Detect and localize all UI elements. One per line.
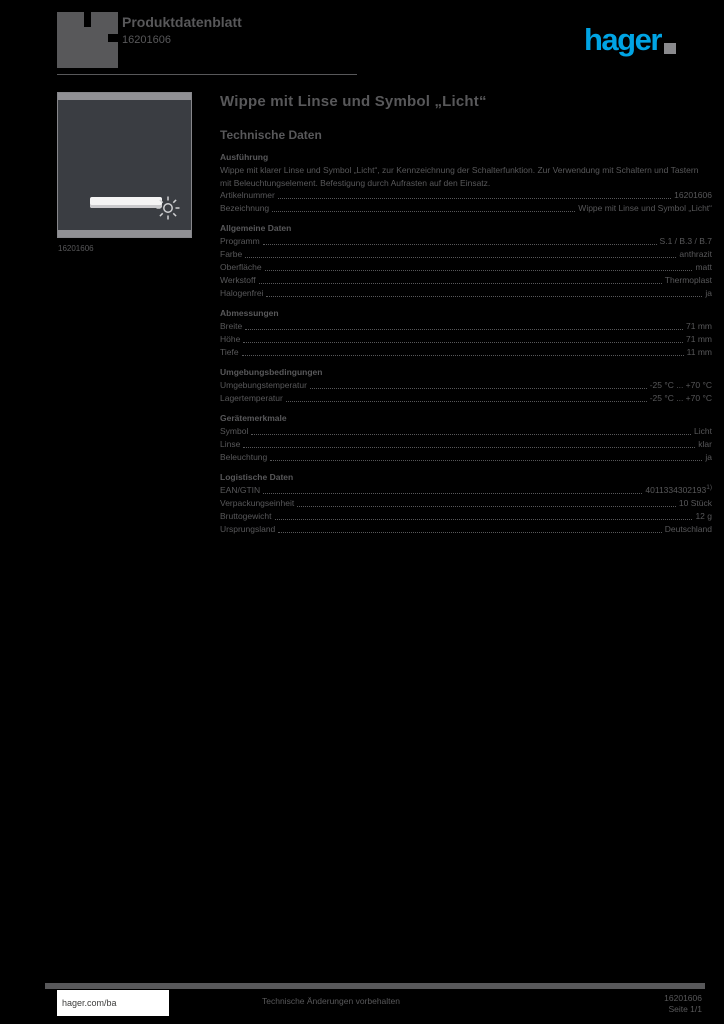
document-type-title: Produktdatenblatt <box>122 14 242 30</box>
spec-value: ja <box>705 288 712 298</box>
document-article-number: 16201606 <box>122 34 171 46</box>
spec-row <box>220 379 712 392</box>
light-symbol-icon <box>155 195 181 221</box>
spec-row <box>220 248 712 261</box>
spec-row <box>220 346 712 359</box>
spec-row <box>220 497 712 510</box>
spec-group-heading: Ausführung <box>220 152 269 162</box>
spec-label: Beleuchtung <box>220 452 268 462</box>
dot-leader <box>266 296 702 297</box>
spec-row <box>220 425 712 438</box>
dot-leader <box>263 244 657 245</box>
footer-article-number: 16201606 <box>664 993 702 1003</box>
spec-row <box>220 392 712 405</box>
footer-page-info <box>600 993 702 1015</box>
dot-leader <box>245 257 676 258</box>
dot-leader <box>275 519 693 520</box>
spec-value: anthrazit <box>679 249 712 259</box>
spec-value: Deutschland <box>664 524 712 534</box>
spec-label: Verpackungseinheit <box>220 498 295 508</box>
spec-value: 12 g <box>695 511 712 521</box>
switch-lens <box>90 197 162 208</box>
spec-value: Wippe mit Linse und Symbol „Licht“ <box>578 203 712 213</box>
spec-label: Symbol <box>220 426 249 436</box>
spec-label: EAN/GTIN <box>220 485 261 495</box>
spec-group-heading: Abmessungen <box>220 308 279 318</box>
dot-leader <box>278 198 671 199</box>
switch-frame-top <box>58 93 191 100</box>
spec-row <box>220 320 712 333</box>
dot-leader <box>265 270 693 271</box>
spec-value: Licht <box>694 426 712 436</box>
dot-leader <box>263 493 642 494</box>
spec-row <box>220 235 712 248</box>
dot-leader <box>245 329 683 330</box>
dot-leader <box>270 460 702 461</box>
dot-leader <box>310 388 647 389</box>
spec-value: klar <box>698 439 712 449</box>
spec-row <box>220 451 712 464</box>
footnote-marker: 1) <box>706 484 712 492</box>
spec-label: Bruttogewicht <box>220 511 272 521</box>
spec-value: -25 °C ... +70 °C <box>649 380 712 390</box>
spec-value: 71 mm <box>686 321 712 331</box>
footer-disclaimer: Technische Änderungen vorbehalten <box>262 996 400 1006</box>
spec-value: matt <box>695 262 712 272</box>
spec-label: Werkstoff <box>220 275 256 285</box>
footer-page-number: Seite 1/1 <box>668 1004 702 1014</box>
spec-group-heading: Gerätemerkmale <box>220 413 287 423</box>
dot-leader <box>243 342 683 343</box>
product-image <box>57 92 192 238</box>
page-title: Wippe mit Linse und Symbol „Licht“ <box>220 93 487 110</box>
switch-frame-bottom <box>58 230 191 237</box>
spec-group-heading: Umgebungsbedingungen <box>220 367 323 377</box>
spec-row <box>220 202 712 215</box>
dot-leader <box>272 211 575 212</box>
spec-value: 10 Stück <box>678 498 712 508</box>
spec-label: Bezeichnung <box>220 203 270 213</box>
dot-leader <box>251 434 691 435</box>
spec-row <box>220 523 712 536</box>
spec-label: Tiefe <box>220 347 239 357</box>
dot-leader <box>297 506 676 507</box>
dot-leader <box>243 447 695 448</box>
header-divider <box>57 74 357 75</box>
spec-label: Oberfläche <box>220 262 262 272</box>
spec-value: 11 mm <box>686 347 712 357</box>
footer-url-link[interactable]: hager.com/ba <box>62 998 117 1008</box>
spec-label: Breite <box>220 321 243 331</box>
spec-label: Ursprungsland <box>220 524 276 534</box>
spec-row <box>220 438 712 451</box>
brand-logo-mark <box>57 12 118 68</box>
spec-value: ja <box>705 452 712 462</box>
brand-logo-notch <box>108 34 118 42</box>
spec-row <box>220 333 712 346</box>
spec-value: S.1 / B.3 / B.7 <box>659 236 712 246</box>
spec-value: 4011334302193$^{1)}$ <box>645 484 712 495</box>
hager-wordmark: hager <box>584 22 661 57</box>
main-content <box>220 92 712 536</box>
spec-label: Farbe <box>220 249 243 259</box>
spec-label: Lagertemperatur <box>220 393 283 403</box>
spec-group-heading: Logistische Daten <box>220 472 294 482</box>
spec-value: 16201606 <box>674 190 712 200</box>
spec-row <box>220 189 712 202</box>
spec-label: Programm <box>220 236 260 246</box>
spec-row <box>220 261 712 274</box>
spec-label: Linse <box>220 439 241 449</box>
footer-url-box <box>57 990 169 1016</box>
spec-value: -25 °C ... +70 °C <box>649 393 712 403</box>
spec-value: Thermoplast <box>664 275 712 285</box>
brand-logo-notch <box>84 12 91 27</box>
dot-leader <box>286 401 647 402</box>
spec-row <box>220 287 712 300</box>
hager-logo <box>584 22 676 58</box>
spec-label: Halogenfrei <box>220 288 264 298</box>
footer-divider-bar <box>45 983 705 989</box>
product-image-caption: 16201606 <box>58 244 94 253</box>
spec-row <box>220 274 712 287</box>
document-header <box>122 13 362 48</box>
spec-description: Wippe mit klarer Linse und Symbol „Licht“, zur Kennzeichnung der Schalterfunktion. Zur Verwendung mit Schaltern und Tastern mit Beleuchtungselement. Befestigung durch Aufrasten auf den Einsatz. <box>220 165 699 188</box>
spec-row <box>220 484 712 497</box>
dot-leader <box>242 355 684 356</box>
dot-leader <box>278 532 661 533</box>
dot-leader <box>259 283 662 284</box>
section-heading-technische-daten: Technische Daten <box>220 128 322 142</box>
spec-table <box>220 151 712 536</box>
spec-label: Umgebungstemperatur <box>220 380 307 390</box>
logo-tail-mark <box>664 43 676 54</box>
spec-label: Höhe <box>220 334 241 344</box>
spec-label: Artikelnummer <box>220 190 275 200</box>
spec-group-heading: Allgemeine Daten <box>220 223 292 233</box>
spec-row <box>220 510 712 523</box>
spec-value: 71 mm <box>686 334 712 344</box>
